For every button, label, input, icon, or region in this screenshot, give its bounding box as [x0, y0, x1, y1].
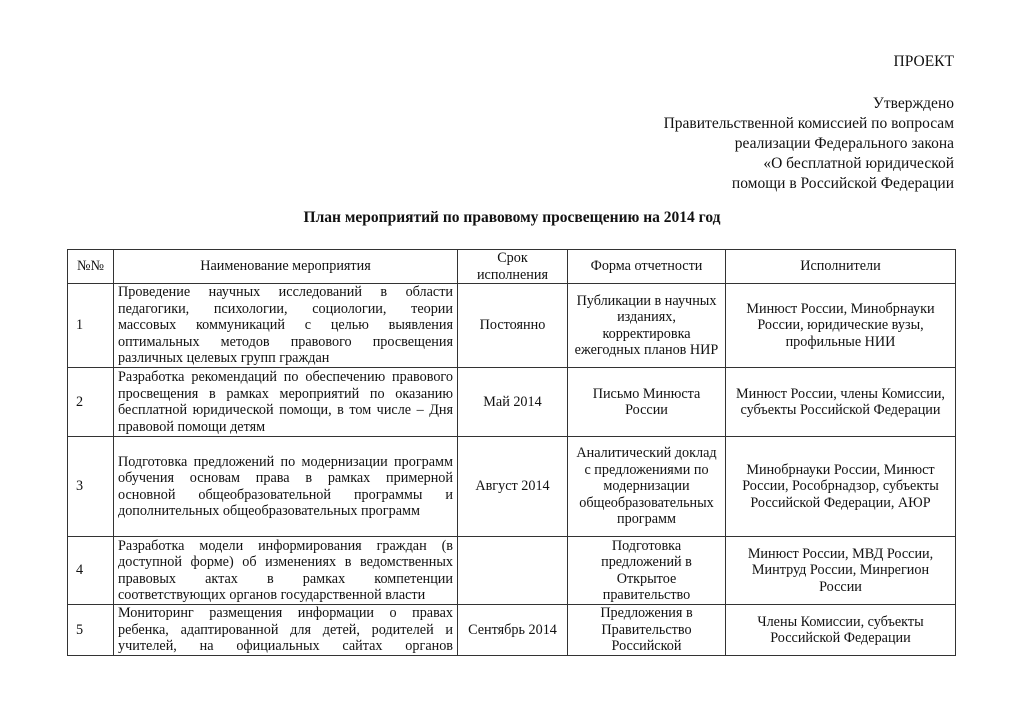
executors: Минюст России, члены Комиссии, субъекты Российской Федерации [726, 368, 956, 437]
row-number: 5 [68, 605, 114, 656]
events-table [67, 249, 956, 656]
event-name-line: Разработка рекомендаций по обеспечению правового [118, 369, 453, 385]
event-name-line: обучения основам права в рамках примерной [118, 470, 453, 486]
event-name-line: учителей, на официальных сайтах органов [118, 638, 453, 655]
event-name-line: основной общеобразовательной программы и [118, 486, 453, 503]
report-form: Публикации в научных изданиях, корректировка ежегодных планов НИР [568, 284, 726, 368]
deadline: Сентябрь 2014 [458, 605, 568, 656]
event-name [114, 605, 458, 656]
event-name-line: соответствующих органов государственной власти [118, 587, 426, 603]
event-name-line: правовых актах в рамках компетенции [118, 570, 453, 587]
table-header-row [68, 250, 956, 284]
report-form: Письмо Минюста России [568, 368, 726, 437]
approval-line: реализации Федерального закона [734, 135, 954, 152]
document-title: План мероприятий по правовому просвещению на 2014 год [303, 209, 721, 226]
table-row [68, 368, 956, 437]
event-name [114, 368, 458, 437]
event-name-line: массовых коммуникаций с целью выявления [118, 317, 453, 334]
table-row [68, 437, 956, 537]
table-row [68, 537, 956, 605]
deadline: Постоянно [458, 284, 568, 368]
approval-line: помощи в Российской Федерации [731, 175, 954, 192]
executors: Минобрнауки России, Минюст России, Рособрнадзор, субъекты Российской Федерации, АЮР [726, 437, 956, 537]
event-name-line: доступной форме) об изменениях в ведомственных [118, 554, 453, 570]
executors: Члены Комиссии, субъекты Российской Федерации [726, 605, 956, 656]
event-name-line: правовой помощи детям [118, 418, 266, 435]
row-number: 2 [68, 368, 114, 437]
approval-line: Утверждено [872, 95, 954, 112]
deadline [458, 537, 568, 605]
event-name-line: различных целевых групп граждан [118, 350, 330, 367]
column-header-report: Форма отчетности [568, 250, 726, 284]
project-label: ПРОЕКТ [893, 53, 954, 70]
event-name-line: ребенка, адаптированной для детей, родителей и [118, 621, 453, 638]
event-name [114, 284, 458, 368]
table-row [68, 284, 956, 368]
row-number: 1 [68, 284, 114, 368]
event-name [114, 437, 458, 537]
table-row [68, 605, 956, 656]
event-name-line: просвещения в рамках мероприятий по оказанию [118, 385, 453, 402]
event-name-line: Мониторинг размещения информации о правах [118, 605, 453, 622]
column-header-number: №№ [68, 250, 114, 284]
report-form: Аналитический доклад с предложениями по модернизации общеобразовательных программ [568, 437, 726, 537]
row-number: 4 [68, 537, 114, 605]
event-name-line: педагогики, психологии, социологии, теории [118, 300, 453, 317]
event-name-line: Проведение научных исследований в области [118, 284, 453, 301]
report-form: Предложения в Правительство Российской [568, 605, 726, 656]
deadline: Май 2014 [458, 368, 568, 437]
event-name-line: Разработка модели информирования граждан (в [118, 537, 453, 554]
column-header-executors: Исполнители [726, 250, 956, 284]
approval-block [664, 94, 954, 194]
executors: Минюст России, Минобрнауки России, юридические вузы, профильные НИИ [726, 284, 956, 368]
column-header-name: Наименование мероприятия [114, 250, 458, 284]
event-name [114, 537, 458, 605]
executors: Минюст России, МВД России, Минтруд России, Минрегион России [726, 537, 956, 605]
approval-line: «О бесплатной юридической [763, 155, 954, 172]
column-header-deadline: Срок исполнения [458, 250, 568, 284]
report-form: Подготовка предложений в Открытое правительство [568, 537, 726, 605]
event-name-line: Подготовка предложений по модернизации программ [118, 453, 453, 470]
row-number: 3 [68, 437, 114, 537]
event-name-line: бесплатной юридической помощи, в том числе – Дня [118, 402, 453, 418]
event-name-line: оптимальных методов правового просвещения [118, 333, 453, 350]
deadline: Август 2014 [458, 437, 568, 537]
event-name-line: дополнительных общеобразовательных программ [118, 503, 420, 519]
approval-line: Правительственной комиссией по вопросам [663, 115, 954, 132]
